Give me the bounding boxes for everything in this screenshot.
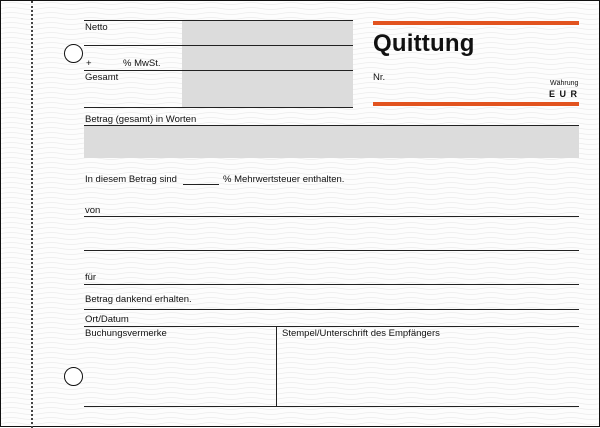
vat-line	[84, 70, 353, 71]
currency-caption: Währung	[550, 80, 579, 87]
booking-label: Buchungsvermerke	[85, 328, 167, 339]
net-label: Netto	[85, 22, 108, 33]
punch-hole-top	[64, 44, 83, 63]
received-text: Betrag dankend erhalten.	[85, 294, 192, 305]
signature-label: Stempel/Unterschrift des Empfängers	[282, 328, 440, 339]
net-line-top	[84, 20, 353, 21]
vat-percent-blank[interactable]	[183, 184, 219, 185]
number-label: Nr.	[373, 72, 386, 83]
net-line	[84, 45, 353, 46]
title-bar-bottom	[373, 102, 579, 106]
vat-label: % MwSt.	[123, 58, 161, 69]
place-date-label: Ort/Datum	[85, 314, 129, 325]
punch-hole-bottom	[64, 367, 83, 386]
from-label: von	[85, 205, 101, 216]
from-line-2[interactable]	[84, 250, 579, 251]
for-line[interactable]	[84, 284, 579, 285]
place-date-line[interactable]	[84, 326, 579, 327]
received-line	[84, 309, 579, 310]
total-line	[84, 107, 353, 108]
plus-sign: +	[86, 58, 92, 69]
box-divider	[276, 326, 277, 406]
perforation-line	[31, 1, 33, 428]
currency-value: E U R	[549, 89, 579, 99]
bottom-line	[84, 406, 579, 407]
for-label: für	[85, 272, 97, 283]
total-label: Gesamt	[85, 72, 119, 83]
amount-in-words-label: Betrag (gesamt) in Worten	[85, 114, 197, 125]
vat-included-prefix: In diesem Betrag sind	[85, 174, 177, 185]
title-bar-top	[373, 21, 579, 25]
amount-gray-field[interactable]	[182, 20, 353, 107]
vat-included-suffix: % Mehrwertsteuer enthalten.	[223, 174, 345, 185]
amount-in-words-field[interactable]	[84, 126, 579, 158]
from-line[interactable]	[84, 216, 579, 217]
receipt-title: Quittung	[373, 30, 475, 57]
